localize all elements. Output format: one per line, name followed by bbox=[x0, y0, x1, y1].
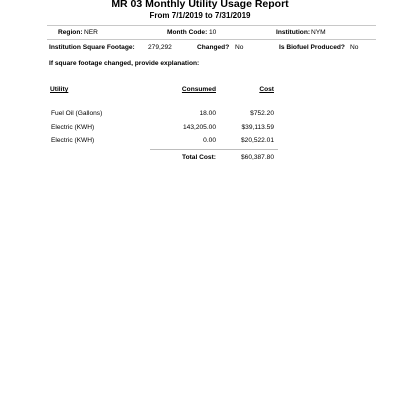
header-utility: Utility bbox=[50, 86, 69, 93]
biofuel-value: No bbox=[350, 44, 359, 51]
biofuel-label: Is Biofuel Produced? bbox=[279, 44, 345, 51]
report-title: MR 03 Monthly Utility Usage Report bbox=[111, 0, 289, 10]
month-code-value: 10 bbox=[209, 29, 217, 36]
institution-value: NYM bbox=[311, 29, 326, 36]
explanation-label: If square footage changed, provide explanation: bbox=[49, 60, 200, 67]
square-footage-value: 279,292 bbox=[148, 44, 172, 51]
divider-middle bbox=[47, 39, 376, 40]
row-utility: Electric (KWH) bbox=[51, 124, 95, 131]
row-utility: Fuel Oil (Gallons) bbox=[51, 110, 103, 117]
row-consumed: 0.00 bbox=[203, 137, 216, 144]
month-code-label: Month Code: bbox=[167, 29, 208, 36]
total-divider bbox=[150, 149, 278, 150]
changed-label: Changed? bbox=[197, 44, 230, 51]
header-cost: Cost bbox=[259, 86, 274, 93]
region-label: Region: bbox=[58, 29, 83, 36]
total-cost-label: Total Cost: bbox=[182, 154, 216, 161]
row-consumed: 18.00 bbox=[199, 110, 216, 117]
institution-label: Institution: bbox=[276, 29, 311, 36]
total-cost-value: $60,387.80 bbox=[240, 154, 274, 161]
square-footage-label: Institution Square Footage: bbox=[49, 44, 135, 51]
header-consumed: Consumed bbox=[181, 86, 216, 93]
row-cost: $752.20 bbox=[250, 110, 274, 117]
divider-top bbox=[47, 25, 376, 26]
changed-value: No bbox=[235, 44, 244, 51]
row-utility: Electric (KWH) bbox=[51, 137, 95, 144]
row-consumed: 143,205.00 bbox=[182, 124, 216, 131]
row-cost: $39,113.59 bbox=[241, 124, 274, 131]
row-cost: $20,522.01 bbox=[240, 137, 274, 144]
region-value: NER bbox=[84, 29, 98, 36]
report-period: From 7/1/2019 to 7/31/2019 bbox=[149, 11, 251, 20]
